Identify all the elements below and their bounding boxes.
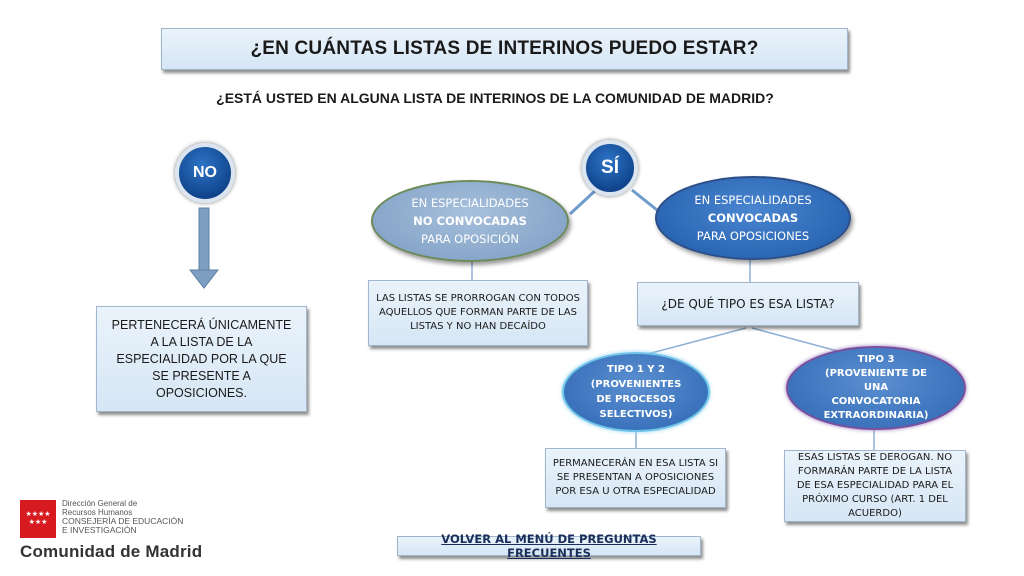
tipo12-result-box: PERMANECERÁN EN ESA LISTA SI SE PRESENTAN A OPOSICIONES POR ESA U OTRA ESPECIALIDAD <box>545 448 726 508</box>
org-line1: Dirección General de <box>62 499 138 508</box>
convocadas-line2: CONVOCADAS <box>707 211 799 225</box>
tipo3-line3: UNA <box>863 382 889 393</box>
no-convocadas-ellipse <box>371 180 569 262</box>
convocadas-ellipse <box>655 176 851 260</box>
brand-name: Comunidad de Madrid <box>20 542 203 561</box>
tipo12-ellipse <box>562 352 710 432</box>
main-question: ¿ESTÁ USTED EN ALGUNA LISTA DE INTERINOS DE LA COMUNIDAD DE MADRID? <box>216 90 774 106</box>
tipo3-line1: TIPO 3 <box>857 354 895 365</box>
convocadas-line3: PARA OPOSICIONES <box>696 229 810 243</box>
no-convocadas-line2: NO CONVOCADAS <box>413 214 527 228</box>
list-type-question-box: ¿DE QUÉ TIPO ES ESA LISTA? <box>637 282 859 326</box>
no-branch-result-box: PERTENECERÁ ÚNICAMENTE A LA LISTA DE LA ESPECIALIDAD POR LA QUE SE PRESENTE A OPOSICIONES. <box>96 306 307 412</box>
si-answer-circle: SÍ <box>582 140 638 196</box>
tipo3-line2: (PROVENIENTE DE <box>825 368 927 379</box>
madrid-stars-flag-icon: ★★★★ ★★★ <box>20 500 56 538</box>
tipo3-line4: CONVOCATORIA <box>831 396 921 407</box>
back-to-faq-link[interactable]: VOLVER AL MENÚ DE PREGUNTAS FRECUENTES <box>397 536 701 556</box>
no-convocadas-result-box: LAS LISTAS SE PRORROGAN CON TODOS AQUELLOS QUE FORMAN PARTE DE LAS LISTAS Y NO HAN DECAÍDO <box>368 280 588 346</box>
tipo12-line1: TIPO 1 Y 2 <box>607 364 665 375</box>
tipo3-line5: EXTRAORDINARIA) <box>823 410 929 421</box>
no-convocadas-line3: PARA OPOSICIÓN <box>421 232 519 246</box>
org-line4: E INVESTIGACIÓN <box>62 525 137 535</box>
page-title: ¿EN CUÁNTAS LISTAS DE INTERINOS PUEDO ESTAR? <box>161 28 848 70</box>
tipo3-ellipse <box>786 346 966 430</box>
convocadas-line1: EN ESPECIALIDADES <box>694 193 812 207</box>
org-line3: CONSEJERÍA DE EDUCACIÓN <box>62 516 184 526</box>
down-arrow-icon <box>190 208 218 288</box>
tipo12-line4: SELECTIVOS) <box>599 409 673 420</box>
tipo12-line3: DE PROCESOS <box>596 394 676 405</box>
tipo12-line2: (PROVENIENTES <box>590 379 682 390</box>
tipo3-result-box: ESAS LISTAS SE DEROGAN. NO FORMARÁN PARTE DE LA LISTA DE ESA ESPECIALIDAD PARA EL PRÓXIMO CURSO (ART. 1 DEL ACUERDO) <box>784 450 966 522</box>
org-line2: Recursos Humanos <box>62 508 133 517</box>
no-answer-circle: NO <box>175 143 235 203</box>
organization-text <box>62 499 183 535</box>
connector-si-to-no-convocadas <box>570 190 596 214</box>
no-convocadas-line1: EN ESPECIALIDADES <box>411 196 529 210</box>
connector-question-to-tipo12 <box>640 328 746 356</box>
